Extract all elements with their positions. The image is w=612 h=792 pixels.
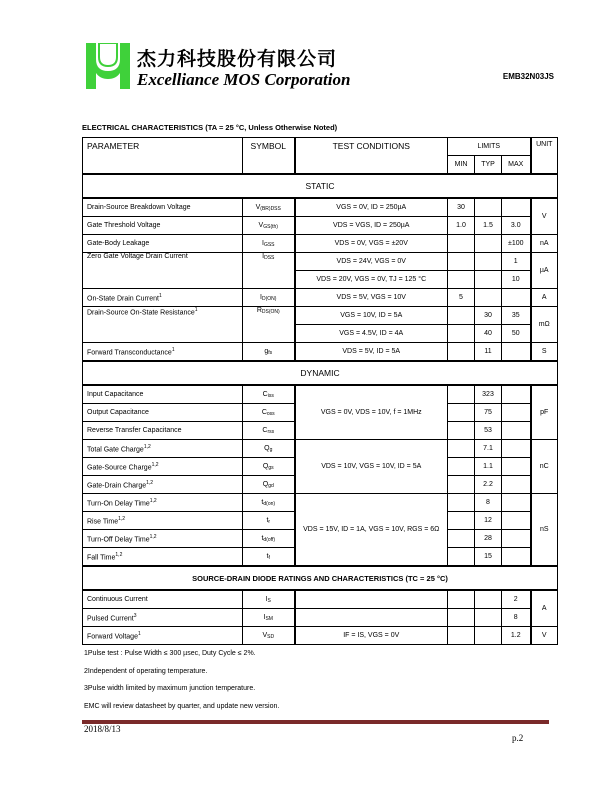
symbol-subscript: DS(ON) [261,309,280,315]
symbol-subscript: gs [268,464,274,471]
footnote-ref: 1 [171,346,175,353]
footnote-1: 1Pulse test : Pulse Width ≤ 300 µsec, Duty Cycle ≤ 2%. [84,650,256,657]
symbol: V [258,221,264,229]
parameter-name: On-State Drain Current [87,295,159,303]
symbol: I [263,613,266,621]
symbol-subscript: rss [267,428,275,435]
parameter-name: Output Capacitance [87,409,149,416]
unit: µA [531,253,558,289]
min-value [448,422,475,440]
parameter-cell [83,235,243,253]
max-value: 3.0 [502,217,531,235]
parameter-name: Drain-Source Breakdown Voltage [87,204,191,211]
typ-value: 75 [475,404,502,422]
section-diode: SOURCE-DRAIN DIODE RATINGS AND CHARACTERISTICS (TC = 25 °C) [83,566,558,590]
footnote-ref: 3 [133,612,137,619]
table-title: ELECTRICAL CHARACTERISTICS (TA = 25 °C, Unless Otherwise Noted) [82,123,338,132]
parameter-name: Gate Threshold Voltage [87,222,161,229]
min-value [448,440,475,458]
company-logo-icon [86,43,130,89]
symbol: t [266,552,269,560]
symbol-cell [243,404,295,422]
symbol-subscript: GSS [263,241,275,248]
min-value: 5 [448,289,475,307]
footer-divider [82,720,549,724]
parameter-cell [83,307,243,343]
table-row [83,307,558,325]
typ-value: 53 [475,422,502,440]
symbol: I [262,253,265,260]
table-row [83,494,558,512]
typ-value: 40 [475,325,502,343]
typ-value [475,627,502,645]
symbol-cell [243,609,295,627]
test-condition: IF = IS, VGS = 0V [295,627,448,645]
min-value [448,548,475,567]
header-symbol: SYMBOL [243,138,295,175]
symbol-subscript: gd [268,482,274,489]
symbol: C [262,426,268,434]
parameter-cell [83,253,243,289]
footnote-ref: 1,2 [151,461,159,468]
parameter-name: Total Gate Charge [87,446,144,454]
max-value [502,289,531,307]
typ-value: 11 [475,343,502,362]
section-dynamic: DYNAMIC [83,361,558,385]
parameter-name: Fall Time [87,554,116,562]
typ-value [475,289,502,307]
symbol-subscript: S [267,597,271,604]
symbol: C [261,408,267,416]
header-limits: LIMITS [448,138,531,156]
max-value [502,476,531,494]
symbol-cell [243,440,295,458]
min-value [448,512,475,530]
unit: pF [531,385,558,440]
table-row [83,609,558,627]
table-row [83,235,558,253]
min-value: 1.0 [448,217,475,235]
unit: A [531,289,558,307]
table-row [83,217,558,235]
parameter-name: Drain-Source On-State Resistance [87,309,195,317]
parameter-cell [83,627,243,645]
test-condition: VDS = 20V, VGS = 0V, TJ = 125 °C [295,271,448,289]
symbol-subscript: D(ON) [262,295,277,302]
unit: V [531,198,558,235]
min-value [448,307,475,325]
footnote-ref: 1,2 [149,533,157,540]
table-row [83,198,558,217]
unit: A [531,590,558,627]
footnote-ref: 1,2 [149,497,157,504]
symbol: Q [262,462,269,470]
footnote-ref: 1 [158,292,162,299]
symbol-cell [243,530,295,548]
unit: V [531,627,558,645]
footnote-ref: 1,2 [118,515,126,522]
min-value [448,458,475,476]
symbol-cell [243,217,295,235]
symbol-cell [243,289,295,307]
symbol-subscript: d(on) [263,500,276,507]
symbol-cell [243,235,295,253]
parameter-name: Gate-Source Charge [87,464,152,472]
symbol: I [265,595,268,603]
table-row [83,385,558,404]
header-test-conditions: TEST CONDITIONS [295,138,448,175]
unit: mΩ [531,307,558,343]
symbol-cell [243,476,295,494]
symbol-subscript: DSS [264,255,275,261]
table-row [83,590,558,609]
typ-value: 2.2 [475,476,502,494]
table-row [83,289,558,307]
footnote-ref: 1,2 [146,479,154,486]
part-number: EMB32N03JS [502,72,554,81]
parameter-cell [83,385,243,404]
min-value [448,343,475,362]
parameter-cell [83,476,243,494]
footnote-ref: 1 [137,630,141,637]
max-value [502,458,531,476]
test-condition: VDS = 5V, ID = 5A [295,343,448,362]
typ-value [475,253,502,271]
max-value: 2 [502,590,531,609]
typ-value: 323 [475,385,502,404]
test-condition: VGS = 0V, ID = 250µA [295,198,448,217]
typ-value: 1.1 [475,458,502,476]
parameter-cell [83,458,243,476]
parameter-name: Gate-Body Leakage [87,240,150,247]
symbol: V [255,203,261,211]
symbol-cell [243,512,295,530]
typ-value: 28 [475,530,502,548]
parameter-name: Forward Transconductance [87,349,172,357]
parameter-cell [83,494,243,512]
typ-value [475,590,502,609]
typ-value [475,198,502,217]
min-value [448,253,475,271]
parameter-name: Turn-Off Delay Time [87,536,150,544]
symbol-subscript: SM [265,615,273,622]
footnote-ref: 1,2 [115,551,123,558]
test-condition: VDS = 0V, VGS = ±20V [295,235,448,253]
electrical-characteristics-table [82,137,558,645]
max-value [502,530,531,548]
min-value: 30 [448,198,475,217]
header-min: MIN [448,156,475,175]
test-condition: VDS = 10V, VGS = 10V, ID = 5A [295,440,448,494]
test-condition: VGS = 10V, ID = 5A [295,307,448,325]
company-name-chinese: 杰力科技股份有限公司 [137,48,338,70]
header-parameter: PARAMETER [83,138,243,175]
header-max: MAX [502,156,531,175]
parameter-name: Gate-Drain Charge [87,482,147,490]
parameter-cell [83,440,243,458]
test-condition: VGS = 0V, VDS = 10V, f = 1MHz [295,385,448,440]
symbol: Q [264,444,270,452]
page-number: p.2 [512,733,524,743]
parameter-cell [83,530,243,548]
symbol-cell [243,198,295,217]
symbol-cell [243,590,295,609]
max-value: 1.2 [502,627,531,645]
symbol-subscript: d(off) [263,536,276,543]
footnote-ref: 1 [194,307,198,313]
typ-value: 30 [475,307,502,325]
symbol-cell [243,548,295,567]
unit: S [531,343,558,362]
parameter-cell [83,422,243,440]
symbol: V [262,631,268,639]
header-typ: TYP [475,156,502,175]
parameter-cell [83,343,243,362]
symbol-cell [243,307,295,343]
table-row [83,253,558,271]
max-value [502,385,531,404]
symbol-subscript: f [268,554,270,561]
min-value [448,271,475,289]
max-value: 1 [502,253,531,271]
symbol-subscript: g [269,446,273,453]
min-value [448,404,475,422]
footnote-3: 3Pulse width limited by maximum junction temperature. [84,685,256,692]
parameter-cell [83,289,243,307]
max-value [502,548,531,567]
table-row [83,440,558,458]
footnote-2: 2Independent of operating temperature. [84,667,208,675]
max-value [502,440,531,458]
symbol-cell [243,627,295,645]
min-value [448,385,475,404]
symbol-subscript: (BR)DSS [260,205,281,212]
parameter-cell [83,548,243,567]
test-condition: VDS = VGS, ID = 250µA [295,217,448,235]
section-static: STATIC [83,174,558,198]
symbol: C [262,390,268,398]
symbol-subscript: oss [266,410,275,417]
parameter-name: Continuous Current [87,596,148,603]
symbol-subscript: GS(th) [263,223,278,230]
symbol-subscript: SD [267,633,275,640]
symbol: g [264,347,269,355]
max-value: 35 [502,307,531,325]
unit: nS [531,494,558,567]
max-value [502,198,531,217]
test-condition [295,609,448,627]
min-value [448,325,475,343]
typ-value [475,235,502,253]
typ-value [475,609,502,627]
review-note: EMC will review datasheet by quarter, and update new version. [84,702,280,710]
symbol: t [261,534,264,542]
min-value [448,590,475,609]
parameter-cell [83,198,243,217]
parameter-name: Forward Voltage [87,633,138,641]
min-value [448,494,475,512]
unit: nC [531,440,558,494]
symbol: t [266,516,269,524]
parameter-name: Pulsed Current [87,615,134,623]
max-value: 10 [502,271,531,289]
parameter-name: Input Capacitance [87,391,144,398]
parameter-cell [83,609,243,627]
parameter-cell [83,217,243,235]
symbol-cell [243,343,295,362]
parameter-name: Zero Gate Voltage Drain Current [87,253,188,260]
test-condition: VGS = 4.5V, ID = 4A [295,325,448,343]
parameter-name: Turn-On Delay Time [87,500,150,508]
symbol: t [261,498,264,506]
min-value [448,627,475,645]
footer-date: 2018/8/13 [84,724,121,734]
symbol-cell [243,458,295,476]
table-row [83,343,558,362]
typ-value: 15 [475,548,502,567]
symbol-subscript: iss [267,392,274,399]
symbol: R [256,307,262,314]
symbol-subscript: r [268,518,271,525]
min-value [448,609,475,627]
header-unit: UNIT [531,138,558,175]
parameter-name: Rise Time [87,518,119,526]
symbol-cell [243,422,295,440]
min-value [448,476,475,494]
test-condition: VDS = 5V, VGS = 10V [295,289,448,307]
symbol-cell [243,253,295,289]
typ-value: 1.5 [475,217,502,235]
symbol: Q [262,480,269,488]
company-name-english: Excelliance MOS Corporation [137,70,351,89]
max-value [502,512,531,530]
footnote-ref: 1,2 [143,443,151,450]
typ-value: 12 [475,512,502,530]
min-value [448,235,475,253]
table-row [83,627,558,645]
max-value: ±100 [502,235,531,253]
symbol: I [261,239,264,247]
parameter-cell [83,590,243,609]
typ-value: 7.1 [475,440,502,458]
parameter-name: Reverse Transfer Capacitance [87,427,182,434]
parameter-cell [83,404,243,422]
symbol-cell [243,494,295,512]
symbol: I [260,293,262,301]
max-value [502,422,531,440]
typ-value: 8 [475,494,502,512]
max-value [502,404,531,422]
max-value: 50 [502,325,531,343]
symbol-cell [243,385,295,404]
max-value [502,494,531,512]
footnotes [84,645,279,715]
parameter-cell [83,512,243,530]
test-condition: VDS = 15V, ID = 1A, VGS = 10V, RGS = 6Ω [295,494,448,567]
max-value [502,343,531,362]
test-condition: VDS = 24V, VGS = 0V [295,253,448,271]
test-condition [295,590,448,609]
unit: nA [531,235,558,253]
max-value: 8 [502,609,531,627]
typ-value [475,271,502,289]
symbol-subscript: fs [268,349,273,356]
min-value [448,530,475,548]
